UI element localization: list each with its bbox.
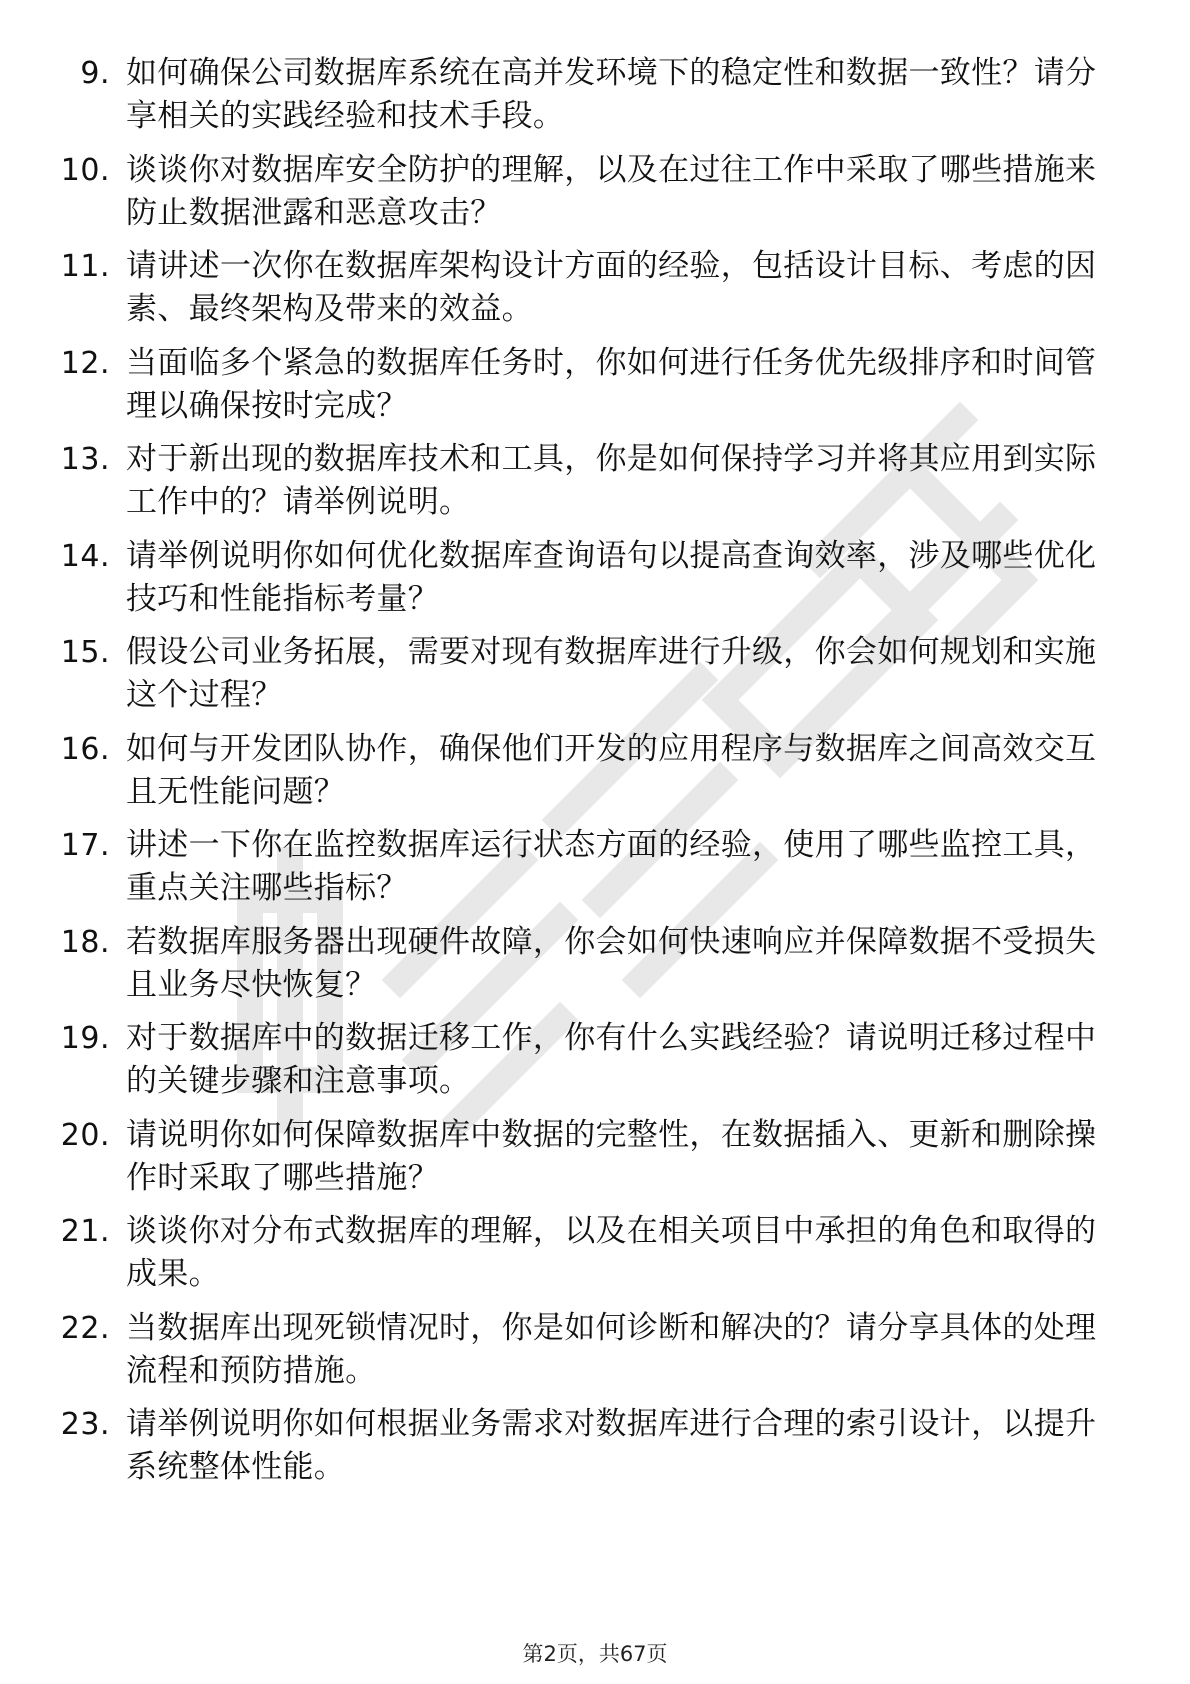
list-item [0, 535, 1190, 632]
question-text: 假设公司业务拓展，需要对现有数据库进行升级，你会如何规划和实施这个过程？ [126, 634, 1097, 713]
question-text: 请举例说明你如何优化数据库查询语句以提高查询效率，涉及哪些优化技巧和性能指标考量？ [126, 537, 1097, 617]
question-number: 21. [60, 1214, 110, 1249]
question-text: 若数据库服务器出现硬件故障，你会如何快速响应并保障数据不受损失且业务尽快恢复？ [126, 923, 1097, 1003]
page-number-footer: 第2页，共67页 [522, 1642, 668, 1666]
question-text: 谈谈你对分布式数据库的理解，以及在相关项目中承担的角色和取得的成果。 [126, 1213, 1097, 1292]
question-text: 对于数据库中的数据迁移工作，你有什么实践经验？请说明迁移过程中的关键步骤和注意事项。 [126, 1020, 1097, 1099]
list-item [0, 1307, 1190, 1404]
list-item [0, 1114, 1190, 1211]
question-text: 请说明你如何保障数据库中数据的完整性，在数据插入、更新和删除操作时采取了哪些措施？ [126, 1116, 1097, 1196]
question-text: 当面临多个紧急的数据库任务时，你如何进行任务优先级排序和时间管理以确保按时完成？ [126, 344, 1097, 424]
question-number: 16. [60, 731, 110, 767]
list-item [0, 1017, 1190, 1114]
question-number: 20. [60, 1117, 110, 1153]
list-item [0, 824, 1190, 921]
question-text: 讲述一下你在监控数据库运行状态方面的经验，使用了哪些监控工具，重点关注哪些指标？ [126, 827, 1097, 906]
question-text: 对于新出现的数据库技术和工具，你是如何保持学习并将其应用到实际工作中的？请举例说明。 [126, 441, 1097, 520]
list-item [0, 1210, 1190, 1307]
list-item [0, 921, 1190, 1018]
question-number: 14. [60, 538, 110, 574]
question-text: 请举例说明你如何根据业务需求对数据库进行合理的索引设计，以提升系统整体性能。 [126, 1406, 1097, 1485]
question-list [0, 52, 1190, 1500]
list-item [0, 1403, 1190, 1500]
question-number: 22. [60, 1310, 110, 1346]
question-text: 当数据库出现死锁情况时，你是如何诊断和解决的？请分享具体的处理流程和预防措施。 [126, 1309, 1097, 1389]
question-number: 9. [80, 56, 110, 91]
question-number: 12. [60, 345, 110, 381]
list-item [0, 245, 1190, 342]
question-text: 请讲述一次你在数据库架构设计方面的经验，包括设计目标、考虑的因素、最终架构及带来的效益。 [126, 248, 1097, 327]
question-text: 如何确保公司数据库系统在高并发环境下的稳定性和数据一致性？请分享相关的实践经验和技术手段。 [126, 55, 1097, 134]
question-text: 如何与开发团队协作，确保他们开发的应用程序与数据库之间高效交互且无性能问题？ [126, 730, 1097, 810]
question-number: 17. [60, 828, 110, 863]
question-number: 19. [60, 1021, 110, 1056]
list-item [0, 52, 1190, 149]
list-item [0, 149, 1190, 246]
question-number: 10. [60, 152, 110, 188]
list-item [0, 342, 1190, 439]
question-number: 13. [60, 442, 110, 477]
list-item [0, 631, 1190, 728]
question-number: 11. [60, 249, 110, 284]
question-number: 18. [60, 924, 110, 960]
question-number: 23. [60, 1407, 110, 1442]
question-number: 15. [60, 635, 110, 670]
list-item [0, 728, 1190, 825]
list-item [0, 438, 1190, 535]
question-text: 谈谈你对数据库安全防护的理解，以及在过往工作中采取了哪些措施来防止数据泄露和恶意攻击？ [126, 151, 1097, 231]
